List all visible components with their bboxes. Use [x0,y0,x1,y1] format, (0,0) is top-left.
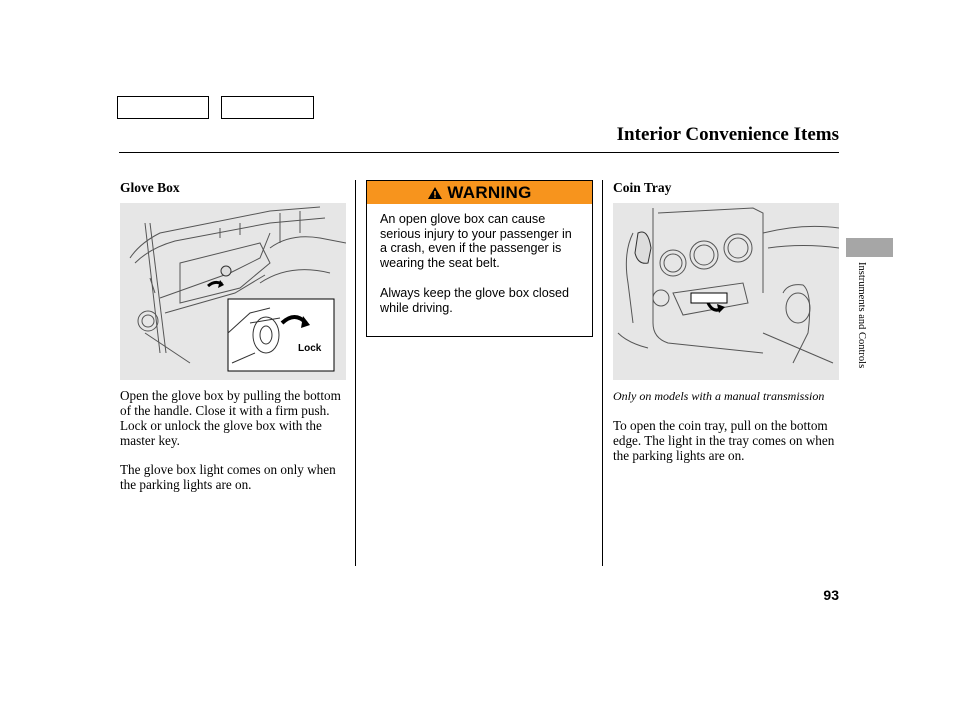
coin-tray-drawing [613,203,839,380]
section-tab-label: Instruments and Controls [856,262,867,369]
warning-label: WARNING [447,182,532,202]
page-number: 93 [823,587,839,603]
glove-box-drawing [120,203,346,380]
lock-label: Lock [298,343,322,354]
warning-paragraph-injury: An open glove box can cause serious injury to your passenger in a crash, even if the passenger is wearing the seat belt. [380,212,572,270]
coin-tray-availability-note: Only on models with a manual transmission [613,389,825,403]
warning-paragraph-keep-closed: Always keep the glove box closed while driving. [380,286,570,315]
glove-box-light-note: The glove box light comes on only when the parking lights are on. [120,462,336,492]
coin-tray-heading: Coin Tray [613,180,672,195]
coin-tray-illustration [613,203,839,380]
column-divider-left [355,180,356,566]
table-of-contents-button[interactable] [221,96,314,119]
main-menu-button[interactable] [117,96,209,119]
glove-box-illustration [120,203,346,380]
column-divider-right [602,180,603,566]
warning-triangle-icon [427,186,443,200]
page-title: Interior Convenience Items [616,124,839,145]
warning-box [366,180,593,337]
coin-tray-instructions: To open the coin tray, pull on the bottom edge. The light in the tray comes on when the parking lights are on. [613,418,835,463]
glove-box-heading: Glove Box [120,180,180,195]
warning-header [367,181,592,204]
title-rule [119,152,839,153]
glove-box-instructions: Open the glove box by pulling the bottom of the handle. Close it with a firm push. Lock or unlock the glove box with the master key. [120,388,341,448]
section-tab-marker [846,238,893,257]
